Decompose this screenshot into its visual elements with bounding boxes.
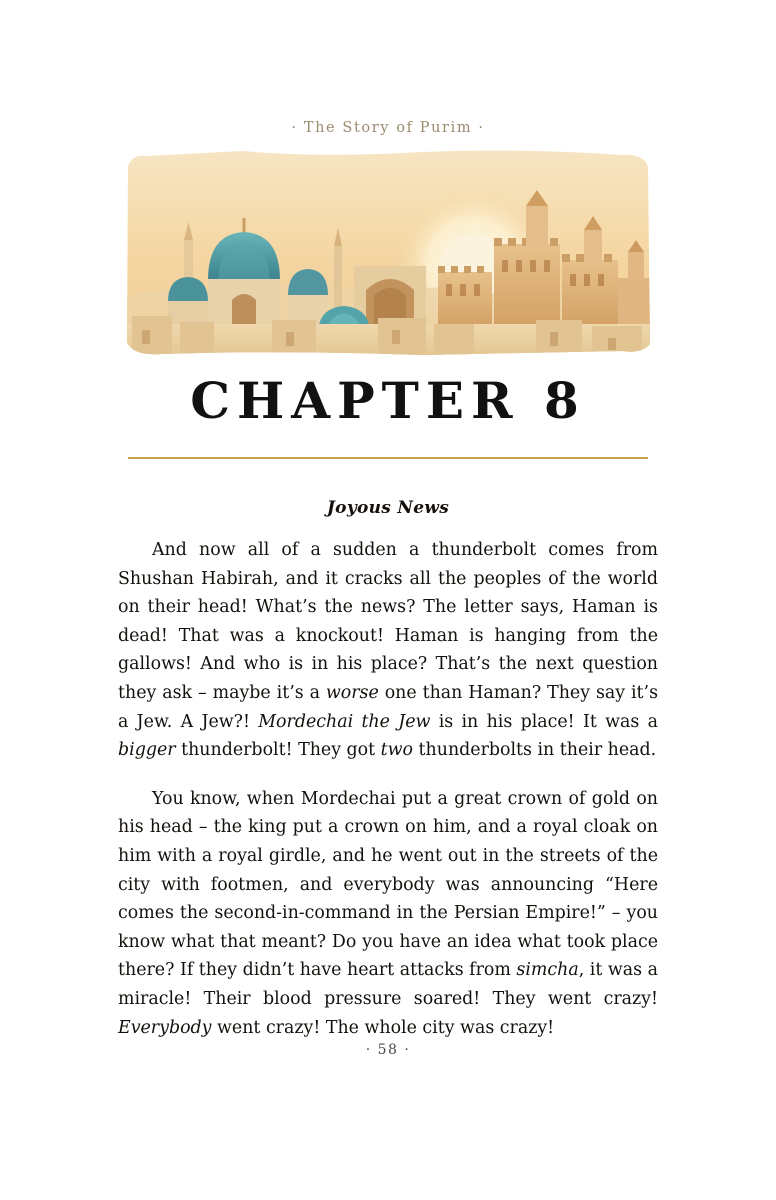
chapter-title: CHAPTER 8: [190, 371, 586, 430]
paragraph: And now all of a sudden a thunderbolt comes from Shushan Habirah, and it cracks all the peoples of the world on their head! What’s the news? The letter says, Haman is dead! That was a knockout! Haman is hanging from the gallows! And who is in his place? That’s the next question they ask – maybe it’s a worse one than Haman? They say it’s a Jew. A Jew?! Mordechai the Jew is in his place! It was a bigger thunderbolt! They got two thunderbolts in their head.: [118, 540, 658, 761]
running-head: · The Story of Purim ·: [291, 120, 485, 136]
body-text: [118, 536, 658, 1042]
paragraph: You know, when Mordechai put a great crown of gold on his head – the king put a crown on him, and a royal cloak on him with a royal girdle, and he went out in the streets of the city with footmen, and everybody was announcing “Here comes the second-in-command in the Persian Empire!” – you know what that meant? Do you have an idea what took place there? If they didn’t have heart attacks from simcha, it was a miracle! Their blood pressure soared! They went crazy! Everybody went crazy! The whole city was crazy!: [118, 788, 658, 1038]
persian-city-illustration-svg: [122, 148, 654, 360]
chapter-illustration: [122, 148, 654, 360]
section-title: Joyous News: [326, 498, 450, 518]
page-number: · 58 ·: [365, 1042, 411, 1058]
title-divider: [128, 457, 648, 459]
